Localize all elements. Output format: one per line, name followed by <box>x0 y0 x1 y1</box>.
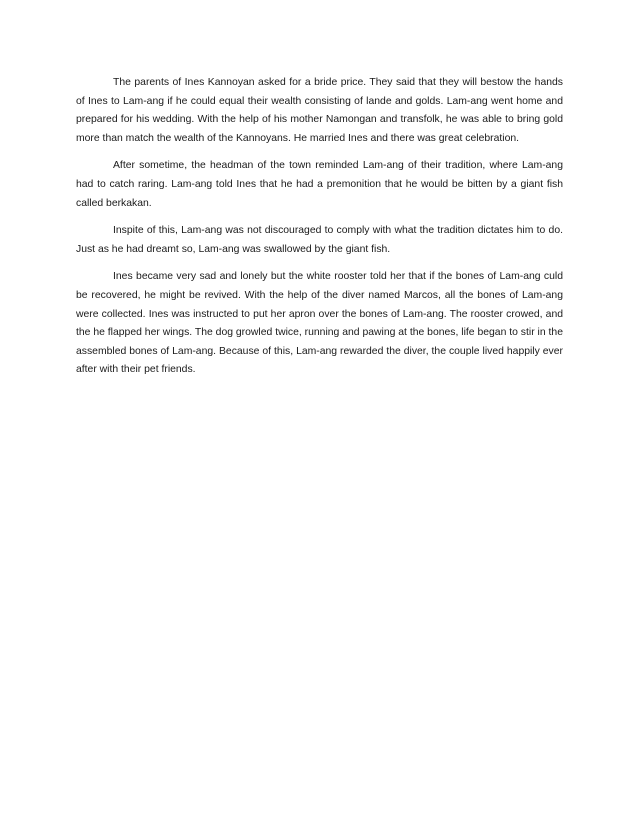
document-body <box>76 74 563 389</box>
paragraph-4: Ines became very sad and lonely but the white rooster told her that if the bones of Lam-ang culd be recovered, he might be revived. With the help of the diver named Marcos, all the bones of Lam-ang were collected. Ines was instructed to put her apron over the bones of Lam-ang. The rooster crowed, and the he flapped her wings. The dog growled twice, running and pawing at the bones, life began to stir in the assembled bones of Lam-ang. Because of this, Lam-ang rewarded the diver, the couple lived happily ever after with their pet friends. <box>76 271 563 376</box>
paragraph-2: After sometime, the headman of the town reminded Lam-ang of their tradition, where Lam-ang had to catch raring. Lam-ang told Ines that he had a premonition that he would be bitten by a giant fish called berkakan. <box>76 160 563 209</box>
paragraph-1: The parents of Ines Kannoyan asked for a bride price. They said that they will bestow the hands of Ines to Lam-ang if he could equal their wealth consisting of lande and golds. Lam-ang went home and prepared for his wedding. With the help of his mother Namongan and transfolk, he was able to bring gold more than match the wealth of the Kannoyans. He married Ines and there was great celebration. <box>76 77 563 144</box>
paragraph-3: Inspite of this, Lam-ang was not discouraged to comply with what the tradition dictates him to do. Just as he had dreamt so, Lam-ang was swallowed by the giant fish. <box>76 225 563 255</box>
